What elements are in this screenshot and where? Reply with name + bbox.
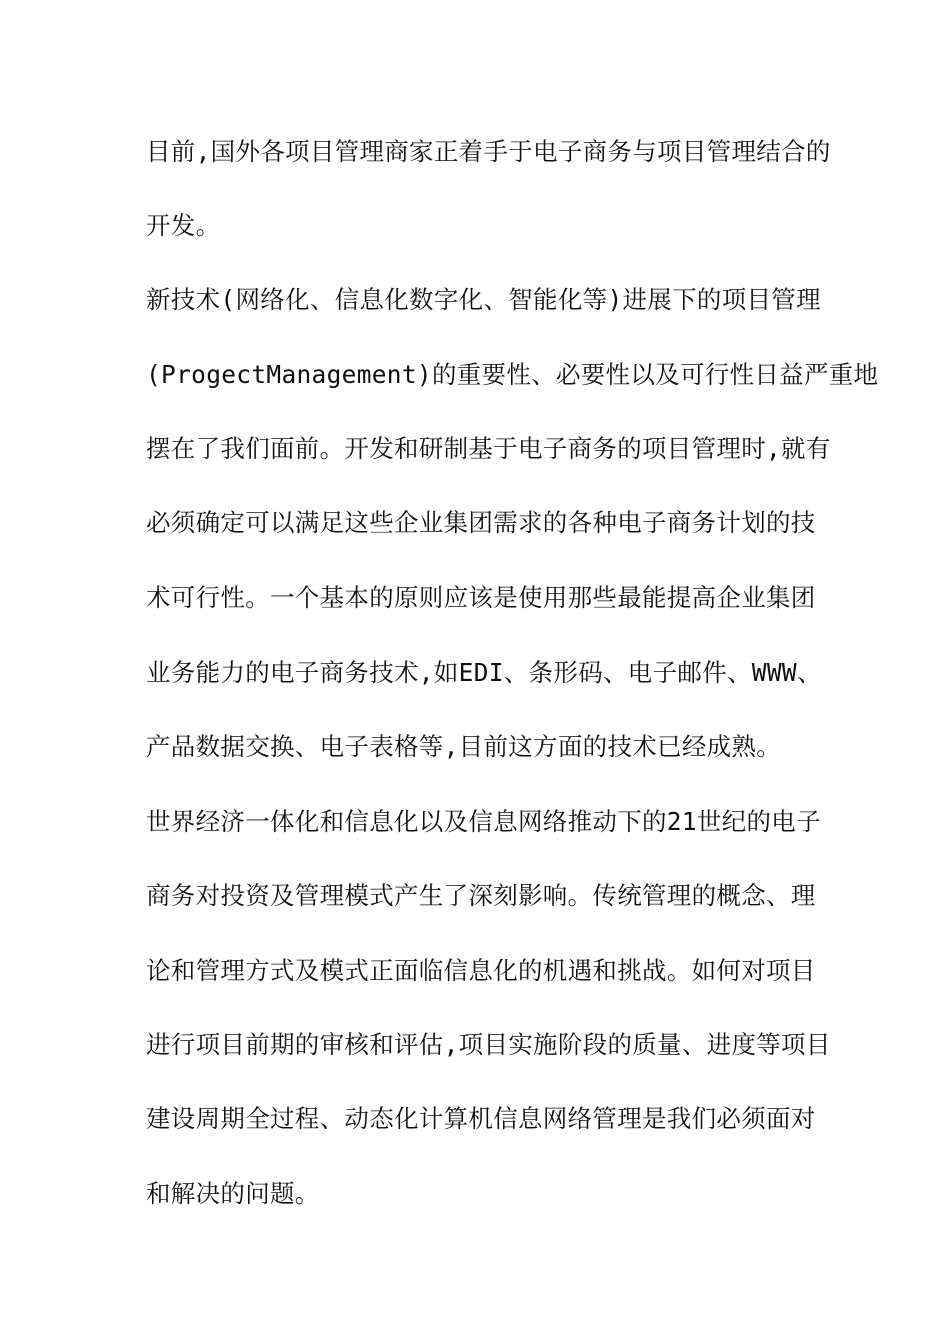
text-line: 商务对投资及管理模式产生了深刻影响。传统管理的概念、理 <box>146 881 816 910</box>
text-line: 摆在了我们面前。开发和研制基于电子商务的项目管理时,就有 <box>146 434 831 463</box>
text-line: 产品数据交换、电子表格等,目前这方面的技术已经成熟。 <box>146 732 782 761</box>
text-line: (ProgectManagement)的重要性、必要性以及可行性日益严重地 <box>146 360 879 389</box>
text-line: 建设周期全过程、动态化计算机信息网络管理是我们必须面对 <box>146 1104 816 1133</box>
text-line: 业务能力的电子商务技术,如EDI、条形码、电子邮件、WWW、 <box>146 658 822 687</box>
text-line: 新技术(网络化、信息化数字化、智能化等)进展下的项目管理 <box>146 285 821 314</box>
text-line: 论和管理方式及模式正面临信息化的机遇和挑战。如何对项目 <box>146 956 816 985</box>
text-line: 术可行性。一个基本的原则应该是使用那些最能提高企业集团 <box>146 583 816 612</box>
text-line: 和解决的问题。 <box>146 1179 320 1208</box>
text-line: 开发。 <box>146 211 221 240</box>
text-line: 世界经济一体化和信息化以及信息网络推动下的21世纪的电子 <box>146 807 821 836</box>
text-line: 必须确定可以满足这些企业集团需求的各种电子商务计划的技 <box>146 508 816 537</box>
text-line: 目前,国外各项目管理商家正着手于电子商务与项目管理结合的 <box>146 137 831 166</box>
text-line: 进行项目前期的审核和评估,项目实施阶段的质量、进度等项目 <box>146 1030 831 1059</box>
